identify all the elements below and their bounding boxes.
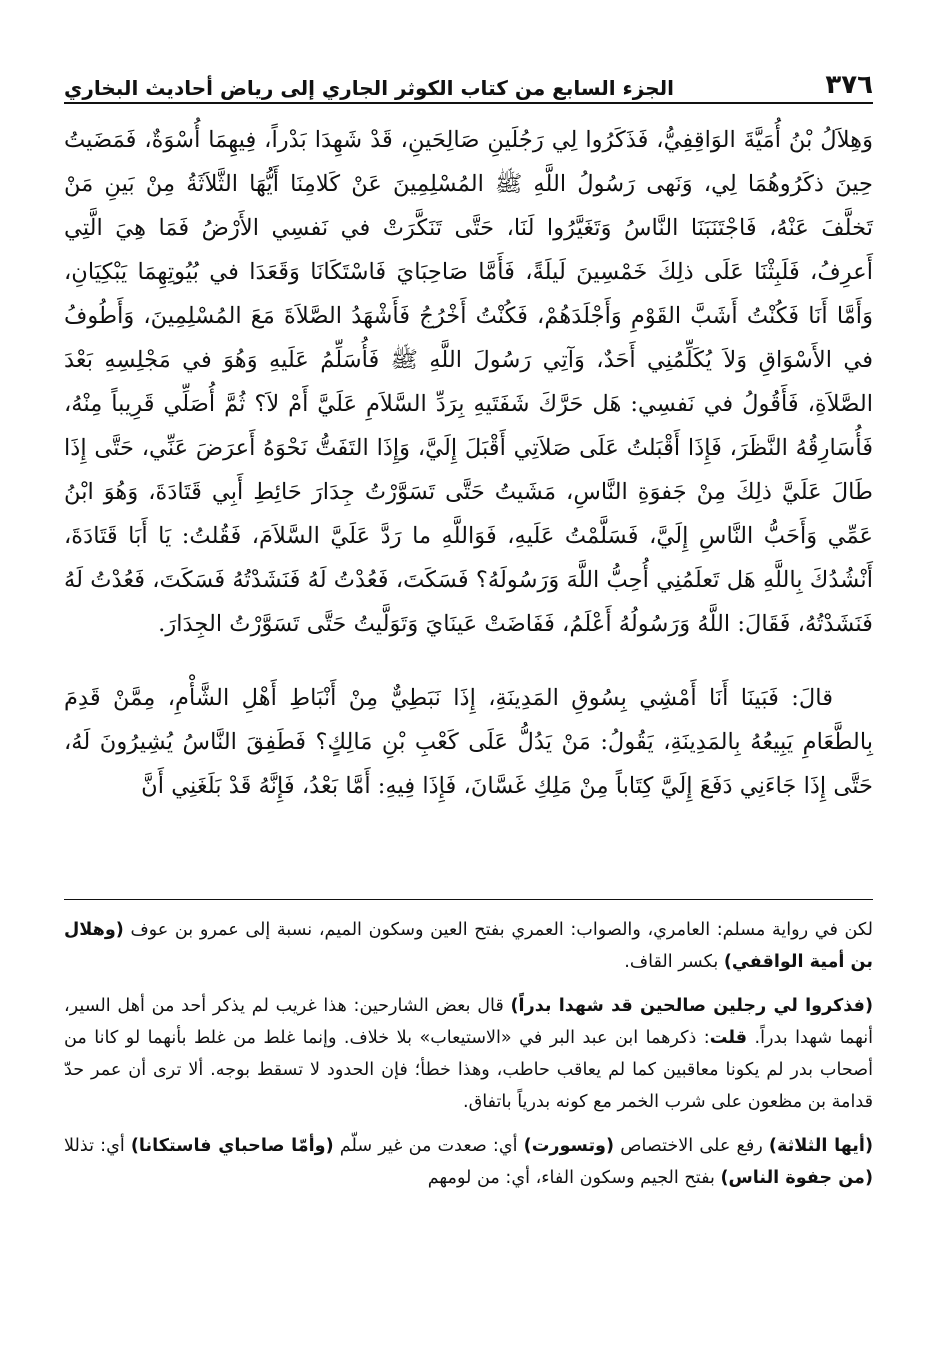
hadith-paragraph-1: وَهِلاَلُ بْنُ أُمَيَّةَ الوَاقِفِيُّ، فَذَكَرُوا لِي رَجُلَينِ صَالِحَينِ، قَدْ شَهِدَا بَدْراً، فِيهِمَا أُسْوَةٌ، فَمَضَيتُ حِينَ ذكَرُوهُمَا لِي، وَنَهى رَسُولُ اللَّهِ ﷺ المُسْلِمِينَ عَنْ كَلامِنَا أَيُّهَا الثَّلاَثَةُ مِنْ بَينِ مَنْ تَخلَّفَ عَنْهُ، فَاجْتَنَبَنَا النَّاسُ وَتَغَيَّرُوا لَنَا، حَتَّى تَنَكَّرَتْ في نَفسِي الأَرْضُ فَمَا هِيَ الَّتِي أَعرِفُ، فَلَبِثْنَا عَلَى ذلِكَ خَمْسِينَ لَيلَةً، فَأَمَّا صَاحِبَايَ فَاسْتَكَانَا وَقَعَدَا في بُيُوتِهِمَا يَبْكِيَانِ، وَأَمَّا أَنَا فَكُنْتُ أَشَبَّ القَوْمِ وَأَجْلَدَهُمْ، فَكُنْتُ أَخْرُجُ فَأَشْهَدُ الصَّلاَةَ مَعَ المُسْلِمِينَ، وَأَطُوفُ في الأَسْوَاقِ وَلاَ يُكَلِّمُنِي أَحَدٌ، وَآتِي رَسُولَ اللَّهِ ﷺ فَأُسَلِّمُ عَلَيهِ وَهُوَ في مَجْلِسِهِ بَعْدَ الصَّلاَةِ، فَأَقُولُ في نَفسِي: هَل حَرَّكَ شَفَتَيهِ بِرَدِّ السَّلاَمِ عَلَيَّ أَمْ لاَ؟ ثُمَّ أُصَلِّي قَرِيباً مِنْهُ، فَأُسَارِقُهُ النَّظَرَ، فَإِذَا أَقْبَلتُ عَلَى صَلاَتِي أَقْبَلَ إِلَيَّ، وَإِذَا التَفَتُّ نَحْوَهُ أَعرَضَ عَنِّي، حَتَّى إِذَا طَالَ عَلَيَّ ذلِكَ مِنْ جَفوَةِ النَّاسِ، مَشَيتُ حَتَّى تَسَوَّرْتُ جِدَارَ حَائِطِ أَبِي قَتَادَةَ، وَهُوَ ابْنُ عَمِّي وَأَحَبُّ النَّاسِ إِلَيَّ، فَسَلَّمْتُ عَلَيهِ، فَوَاللَّهِ ما رَدَّ عَلَيَّ السَّلاَمَ، فَقُلتُ: يَا أَبَا قَتَادَةَ، أَنْشُدُكَ بِاللَّهِ هَل تَعلَمُنِي أُحِبُّ اللَّهَ وَرَسُولَهُ؟ فَسَكَتَ، فَعُدْتُ لَهُ فَنَشَدْتُهُ فَسَكَتَ، فَعُدْتُ لَهُ فَنَشَدْتُهُ، فَقَالَ: اللَّهُ وَرَسُولُهُ أَعْلَمُ، فَفَاضَتْ عَينَايَ وَتَوَلَّيتُ حَتَّى تَسَوَّرْتُ الجِدَارَ. (64, 127, 873, 637)
note-text: رفع على الاختصاص (614, 1136, 769, 1156)
note-text: لكن في رواية مسلم: العامري، والصواب: العمري بفتح العين وسكون الميم، نسبة إلى عمرو بن عوف (123, 920, 873, 940)
note-term: (وتسورت) (523, 1136, 615, 1156)
footnote-divider (64, 899, 873, 900)
note-term: (وأمّا صاحباي فاستكانا) (130, 1136, 334, 1156)
note-term: (فذكروا لي رجلين صالحين قد شهدا بدراً) (510, 996, 873, 1016)
page-header (64, 58, 873, 104)
note-term: (من جفوة الناس) (720, 1168, 873, 1188)
running-title: الجزء السابع من كتاب الكوثر الجاري إلى رياض أحاديث البخاري (64, 76, 674, 100)
commentary-note-2 (64, 990, 873, 1118)
note-text: بكسر القاف. (624, 952, 724, 972)
hadith-text (64, 118, 873, 808)
page-number: ٣٧٦ (825, 70, 873, 100)
hadith-paragraph-2: قالَ: فَبَينَا أَنَا أَمْشِي بِسُوقِ المَدِينَةِ، إِذَا نَبَطِيٌّ مِنْ أَنْبَاطِ أَهْلِ الشَّأْمِ، مِمَّنْ قَدِمَ بِالطَّعَامِ يَبِيعُهُ بِالمَدِينَةِ، يَقُولُ: مَنْ يَدُلُّ عَلَى كَعْبِ بْنِ مَالِكٍ؟ فَطَفِقَ النَّاسُ يُشِيرُونَ لَهُ، حَتَّى إِذَا جَاءَنِي دَفَعَ إِلَيَّ كِتَاباً مِنْ مَلِكِ غَسَّانَ، فَإِذَا فِيهِ: أَمَّا بَعْدُ، فَإِنَّهُ قَدْ بَلَغَنِي أَنَّ (64, 685, 873, 799)
commentary-note-1 (64, 914, 873, 978)
commentary-note-3 (64, 1130, 873, 1194)
note-term: (وهلال بن أمية الواقفي) (64, 920, 873, 972)
book-page (64, 0, 873, 1361)
note-text: قال بعض الشارحين: هذا غريب لم يذكر أحد من أهل السير، أنهما شهدا بدراً. (64, 996, 873, 1048)
note-term: (أيها الثلاثة) (768, 1136, 873, 1156)
commentary-notes (64, 914, 873, 1206)
note-text: : ذكرهما ابن عبد البر في «الاستيعاب» بلا خلاف. وإنما غلط من غلط بأنهما لو كانا من أصحاب بدر لم يكونا معاقبين كما لم يعاقب حاطب، وهذا خطأ؛ فإن الحدود لا تسقط بوجه. ألا ترى أن عمر حدّ قدامة بن مظعون على شرب الخمر مع كونه بدرياً باتفاق. (64, 1028, 873, 1112)
note-term: قلت (709, 1028, 748, 1048)
note-text: أي: تذللا (64, 1136, 131, 1156)
note-text: أي: صعدت من غير سلّم (333, 1136, 524, 1156)
note-text: بفتح الجيم وسكون الفاء، أي: من لومهم (427, 1168, 721, 1188)
